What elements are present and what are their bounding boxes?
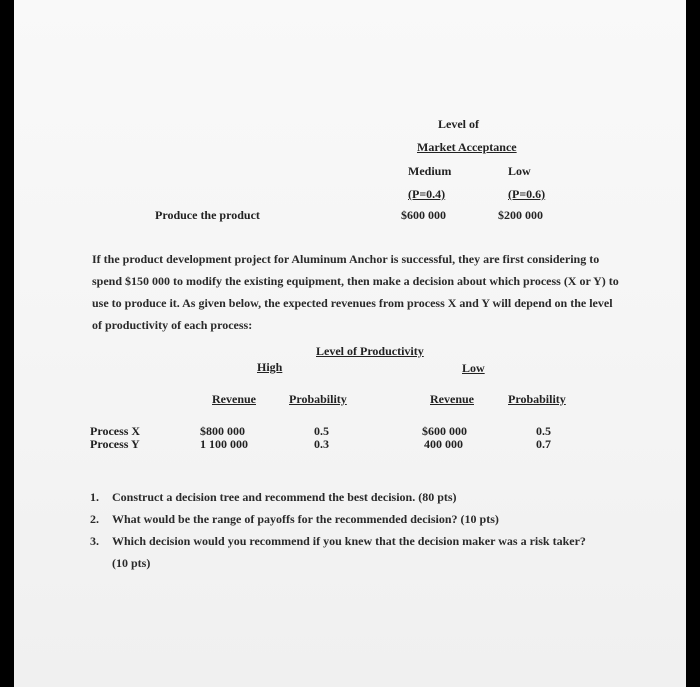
col-medium-header: Medium [408, 164, 452, 178]
question-2-number: 2. [90, 512, 99, 526]
process-x-prob-low: 0.5 [536, 424, 551, 438]
question-1-number: 1. [90, 490, 99, 504]
process-x-revenue-low: $600 000 [422, 424, 467, 438]
problem-paragraph: If the product development project for Aluminum Anchor is successful, they are first considering to spend $150 000 to modify the existing equipment, then make a decision about which process (X or Y) to use to produce it. As given below, the expected revenues from process X and Y will depend on the level of productivity of each process: [92, 252, 619, 332]
process-y-revenue-low: 400 000 [424, 437, 463, 451]
document-page [14, 0, 686, 687]
revenue-high-header: Revenue [212, 392, 256, 406]
col-low-header: Low [508, 164, 531, 178]
prob-medium: (P=0.4) [408, 187, 446, 201]
probability-low-header: Probability [508, 392, 566, 406]
question-1-text: Construct a decision tree and recommend the best decision. (80 pts) [112, 490, 457, 504]
question-3-number: 3. [90, 534, 99, 548]
process-y-revenue-high: 1 100 000 [200, 437, 248, 451]
question-3 [90, 530, 630, 574]
question-3-text: Which decision would you recommend if you knew that the decision maker was a risk taker? [112, 534, 586, 548]
low-header: Low [462, 361, 485, 375]
productivity-title: Level of Productivity [316, 344, 424, 358]
row-label-process-y: Process Y [90, 437, 140, 451]
question-1 [90, 486, 630, 508]
market-acceptance-header: Market Acceptance [417, 140, 517, 154]
value-medium: $600 000 [401, 208, 446, 222]
questions-list [90, 486, 630, 574]
row-label-produce: Produce the product [155, 208, 260, 222]
probability-high-header: Probability [289, 392, 347, 406]
level-of-header: Level of [438, 117, 479, 131]
value-low: $200 000 [498, 208, 543, 222]
question-2-text: What would be the range of payoffs for the recommended decision? (10 pts) [112, 512, 499, 526]
process-y-prob-high: 0.3 [314, 437, 329, 451]
process-x-prob-high: 0.5 [314, 424, 329, 438]
revenue-low-header: Revenue [430, 392, 474, 406]
high-header: High [257, 360, 283, 374]
process-x-revenue-high: $800 000 [200, 424, 245, 438]
row-label-process-x: Process X [90, 424, 141, 438]
prob-low: (P=0.6) [508, 187, 546, 201]
question-3-points: (10 pts) [112, 556, 151, 570]
process-y-prob-low: 0.7 [536, 437, 551, 451]
question-2 [90, 508, 630, 530]
